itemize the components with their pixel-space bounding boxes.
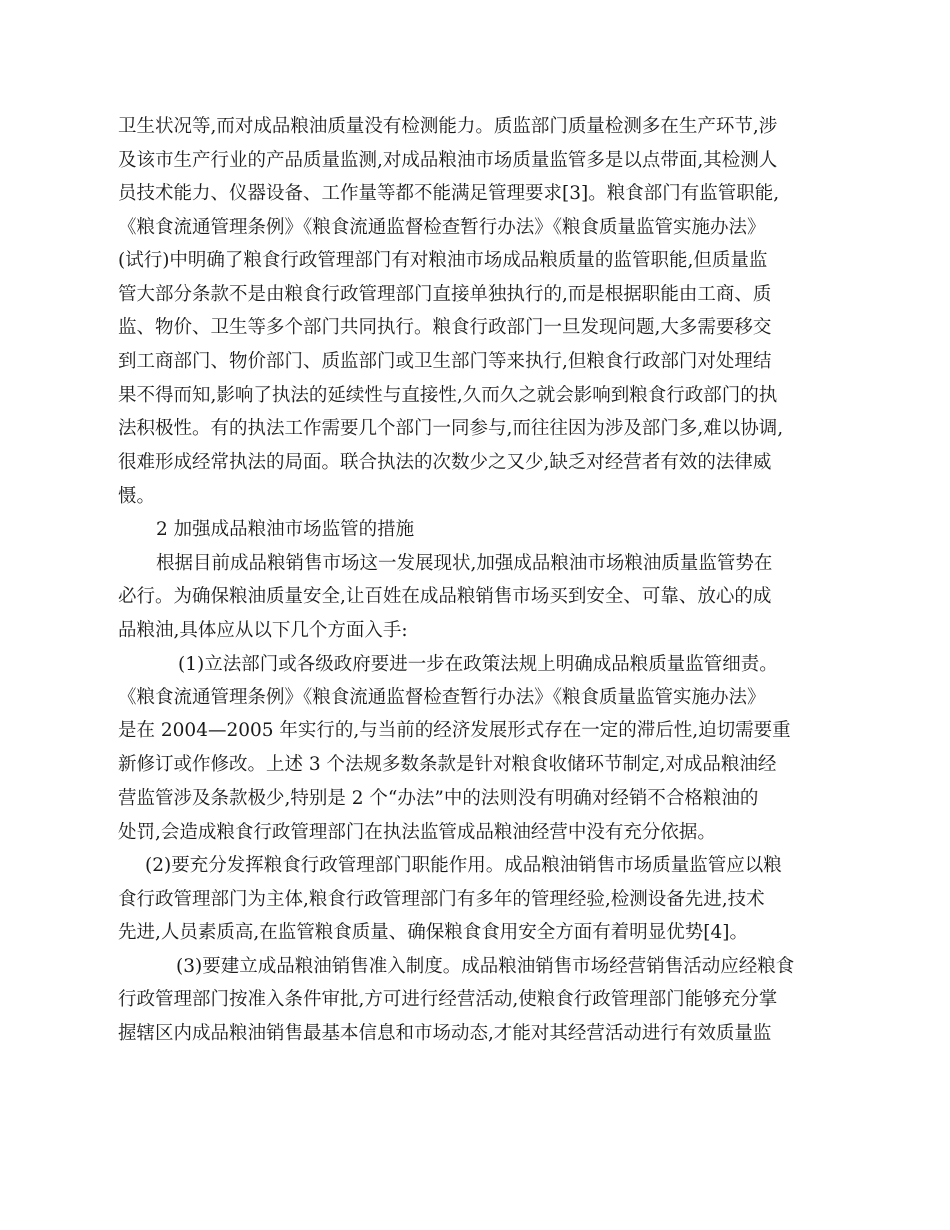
text-line: 食行政管理部门为主体,粮食行政管理部门有多年的管理经验,检测设备先进,技术 xyxy=(118,889,765,910)
text-line: (试行)中明确了粮食行政管理部门有对粮油市场成品粮质量的监管职能,但质量监 xyxy=(118,250,768,271)
text-line: 员技术能力、仪器设备、工作量等都不能满足管理要求[3]。粮食部门有监管职能, xyxy=(118,183,780,204)
text-line: (1)立法部门或各级政府要进一步在政策法规上明确成品粮质量监管细责。 xyxy=(178,654,778,675)
text-line: 卫生状况等,而对成品粮油质量没有检测能力。质监部门质量检测多在生产环节,涉 xyxy=(118,116,778,137)
text-line: 果不得而知,影响了执法的延续性与直接性,久而久之就会影响到粮食行政部门的执 xyxy=(118,385,778,406)
text-line: (3)要建立成品粮油销售准入制度。成品粮油销售市场经营销售活动应经粮食 xyxy=(176,956,795,977)
text-line: 营监管涉及条款极少,特别是 2 个“办法”中的法则没有明确对经销不合格粮油的 xyxy=(118,788,759,809)
text-line: 行政管理部门按准入条件审批,方可进行经营活动,使粮食行政管理部门能够充分掌 xyxy=(118,989,778,1010)
text-line: 监、物价、卫生等多个部门共同执行。粮食行政部门一旦发现问题,大多需要移交 xyxy=(118,317,772,338)
section-heading: 2 加强成品粮油市场监管的措施 xyxy=(156,519,415,540)
text-line: (2)要充分发挥粮食行政管理部门职能作用。成品粮油销售市场质量监管应以粮 xyxy=(145,855,782,876)
text-line: 很难形成经常执法的局面。联合执法的次数少之又少,缺乏对经营者有效的法律威 xyxy=(118,452,772,473)
text-line: 必行。为确保粮油质量安全,让百姓在成品粮销售市场买到安全、可靠、放心的成 xyxy=(118,586,772,607)
text-line: 《粮食流通管理条例》《粮食流通监督检查暂行办法》《粮食质量监管实施办法》 xyxy=(118,217,766,238)
text-line: 品粮油,具体应从以下几个方面入手: xyxy=(118,620,408,641)
text-line: 慑。 xyxy=(118,486,156,507)
text-line: 是在 2004—2005 年实行的,与当前的经济发展形式存在一定的滞后性,迫切需要重 xyxy=(118,720,791,741)
text-line: 新修订或作修改。上述 3 个法规多数条款是针对粮食收储环节制定,对成品粮油经 xyxy=(118,754,777,775)
text-line: 到工商部门、物价部门、质监部门或卫生部门等来执行,但粮食行政部门对处理结 xyxy=(118,351,772,372)
text-line: 法积极性。有的执法工作需要几个部门一同参与,而往往因为涉及部门多,难以协调, xyxy=(118,418,784,439)
text-line: 及该市生产行业的产品质量监测,对成品粮油市场质量监管多是以点带面,其检测人 xyxy=(118,150,778,171)
text-line: 握辖区内成品粮油销售最基本信息和市场动态,才能对其经营活动进行有效质量监 xyxy=(118,1023,772,1044)
text-line: 《粮食流通管理条例》《粮食流通监督检查暂行办法》《粮食质量监管实施办法》 xyxy=(118,687,766,708)
text-line: 根据目前成品粮销售市场这一发展现状,加强成品粮油市场粮油质量监管势在 xyxy=(156,553,773,574)
text-line: 先进,人员素质高,在监管粮食质量、确保粮食食用安全方面有着明显优势[4]。 xyxy=(118,922,748,943)
text-line: 处罚,会造成粮食行政管理部门在执法监管成品粮油经营中没有充分依据。 xyxy=(118,822,716,843)
text-line: 管大部分条款不是由粮食行政管理部门直接单独执行的,而是根据职能由工商、质 xyxy=(118,284,772,305)
